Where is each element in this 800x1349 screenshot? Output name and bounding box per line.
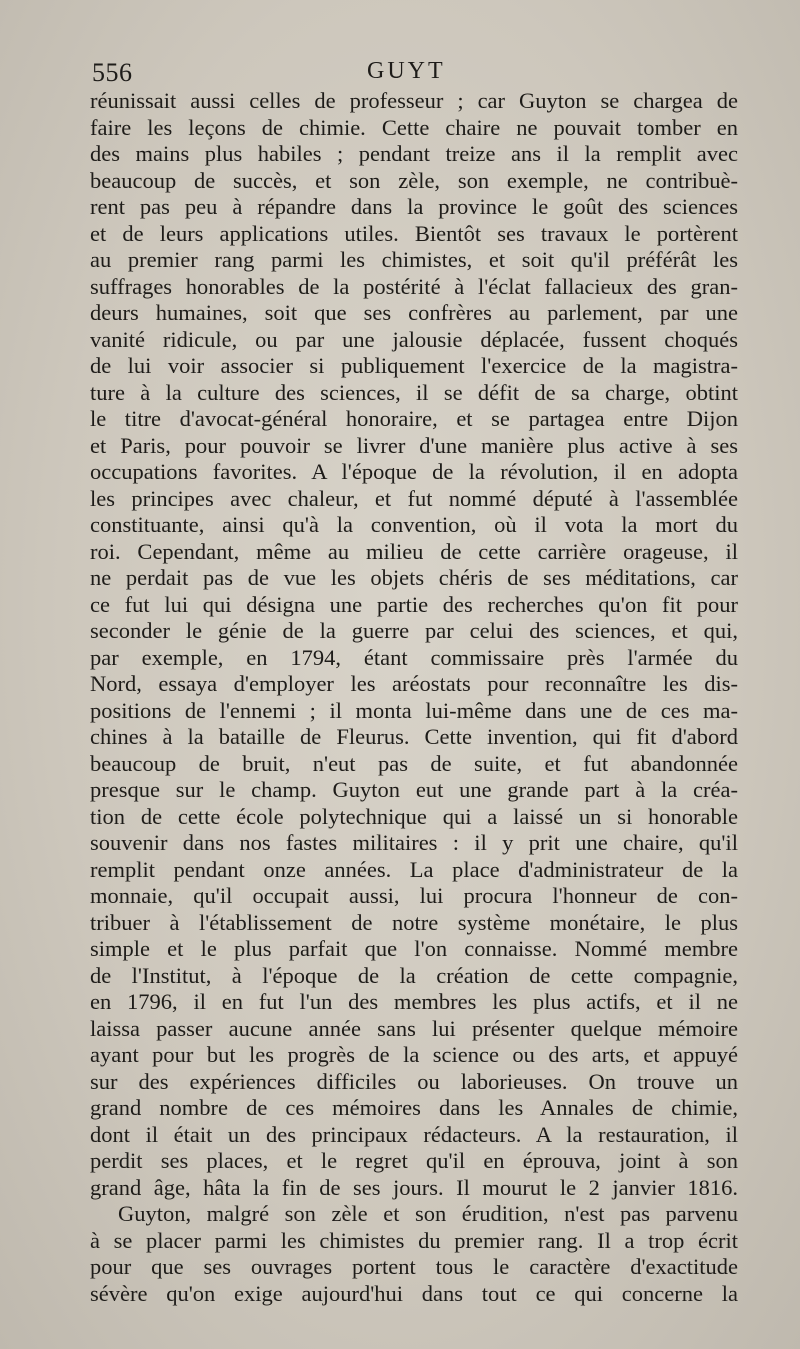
text-line: occupations favorites. A l'époque de la révolution, il en adopta [90, 459, 738, 484]
text-line: tribuer à l'établissement de notre système monétaire, le plus [90, 909, 738, 935]
text-line: tion de cette école polytechnique qui a laissé un si honorable [90, 803, 738, 829]
text-line: les principes avec chaleur, et fut nommé député à l'assemblée [90, 485, 738, 511]
text-line: réunissait aussi celles de professeur ; car Guyton se chargea de [90, 88, 738, 113]
text-line: de l'Institut, à l'époque de la création de cette compagnie, [90, 962, 738, 988]
text-line: ture à la culture des sciences, il se défit de sa charge, obtint [90, 379, 738, 405]
text-line: par exemple, en 1794, étant commissaire près l'armée du [90, 644, 738, 670]
text-line: ayant pour but les progrès de la science ou des arts, et appuyé [90, 1042, 738, 1067]
text-line: le titre d'avocat-général honoraire, et se partagea entre Dijon [90, 406, 738, 431]
text-line: et de leurs applications utiles. Bientôt ses travaux le portèrent [90, 220, 738, 246]
text-line: de lui voir associer si publiquement l'exercice de la magistra- [90, 353, 738, 378]
text-line: grand âge, hâta la fin de ses jours. Il mourut le 2 janvier 1816. [90, 1174, 738, 1200]
text-line: monnaie, qu'il occupait aussi, lui procura l'honneur de con- [90, 883, 738, 908]
text-line: grand nombre de ces mémoires dans les Annales de chimie, [90, 1095, 738, 1120]
text-line: souvenir dans nos fastes militaires : il y prit une chaire, qu'il [90, 830, 738, 855]
text-line: rent pas peu à répandre dans la province le goût des sciences [90, 194, 738, 219]
text-line: presque sur le champ. Guyton eut une grande part à la créa- [90, 777, 738, 802]
text-line: deurs humaines, soit que ses confrères au parlement, par une [90, 300, 738, 325]
text-line: des mains plus habiles ; pendant treize ans il la remplit avec [90, 141, 738, 166]
text-line: Guyton, malgré son zèle et son érudition, n'est pas parvenu [118, 1201, 738, 1226]
text-line: Nord, essaya d'employer les aréostats pour reconnaître les dis- [90, 671, 738, 696]
text-line: laissa passer aucune année sans lui présenter quelque mémoire [90, 1015, 738, 1041]
text-line: beaucoup de succès, et son zèle, son exemple, ne contribuè- [90, 167, 738, 193]
text-line: en 1796, il en fut l'un des membres les plus actifs, et il ne [90, 989, 738, 1014]
text-line: suffrages honorables de la postérité à l'éclat fallacieux des gran- [90, 273, 738, 299]
text-line: remplit pendant onze années. La place d'administrateur de la [90, 856, 738, 882]
text-line: seconder le génie de la guerre par celui des sciences, et qui, [90, 618, 738, 643]
running-head: GUYT [367, 58, 446, 84]
text-line: simple et le plus parfait que l'on connaisse. Nommé membre [90, 936, 738, 961]
text-line: sur des expériences difficiles ou laborieuses. On trouve un [90, 1068, 738, 1094]
text-line: beaucoup de bruit, n'eut pas de suite, et fut abandonnée [90, 750, 738, 776]
text-line: pour que ses ouvrages portent tous le caractère d'exactitude [90, 1254, 738, 1279]
page-number: 556 [92, 58, 133, 87]
text-line: constituante, ainsi qu'à la convention, où il vota la mort du [90, 512, 738, 537]
text-line: faire les leçons de chimie. Cette chaire ne pouvait tomber en [90, 114, 738, 140]
text-line: vanité ridicule, ou par une jalousie déplacée, fussent choqués [90, 326, 738, 352]
text-line: ne perdait pas de vue les objets chéris de ses méditations, car [90, 565, 738, 590]
text-line: sévère qu'on exige aujourd'hui dans tout ce qui concerne la [90, 1280, 738, 1306]
text-line: au premier rang parmi les chimistes, et soit qu'il préférât les [90, 247, 738, 272]
text-line: dont il était un des principaux rédacteurs. A la restauration, il [90, 1121, 738, 1147]
text-line: positions de l'ennemi ; il monta lui-même dans une de ces ma- [90, 697, 738, 723]
text-line: à se placer parmi les chimistes du premier rang. Il a trop écrit [90, 1227, 738, 1253]
page-header [92, 58, 738, 92]
text-line: et Paris, pour pouvoir se livrer d'une manière plus active à ses [90, 432, 738, 458]
body-text [90, 88, 738, 1307]
text-line: ce fut lui qui désigna une partie des recherches qu'on fit pour [90, 591, 738, 617]
text-line: perdit ses places, et le regret qu'il en éprouva, joint à son [90, 1148, 738, 1173]
text-line: roi. Cependant, même au milieu de cette carrière orageuse, il [90, 538, 738, 564]
text-line: chines à la bataille de Fleurus. Cette invention, qui fit d'abord [90, 724, 738, 749]
